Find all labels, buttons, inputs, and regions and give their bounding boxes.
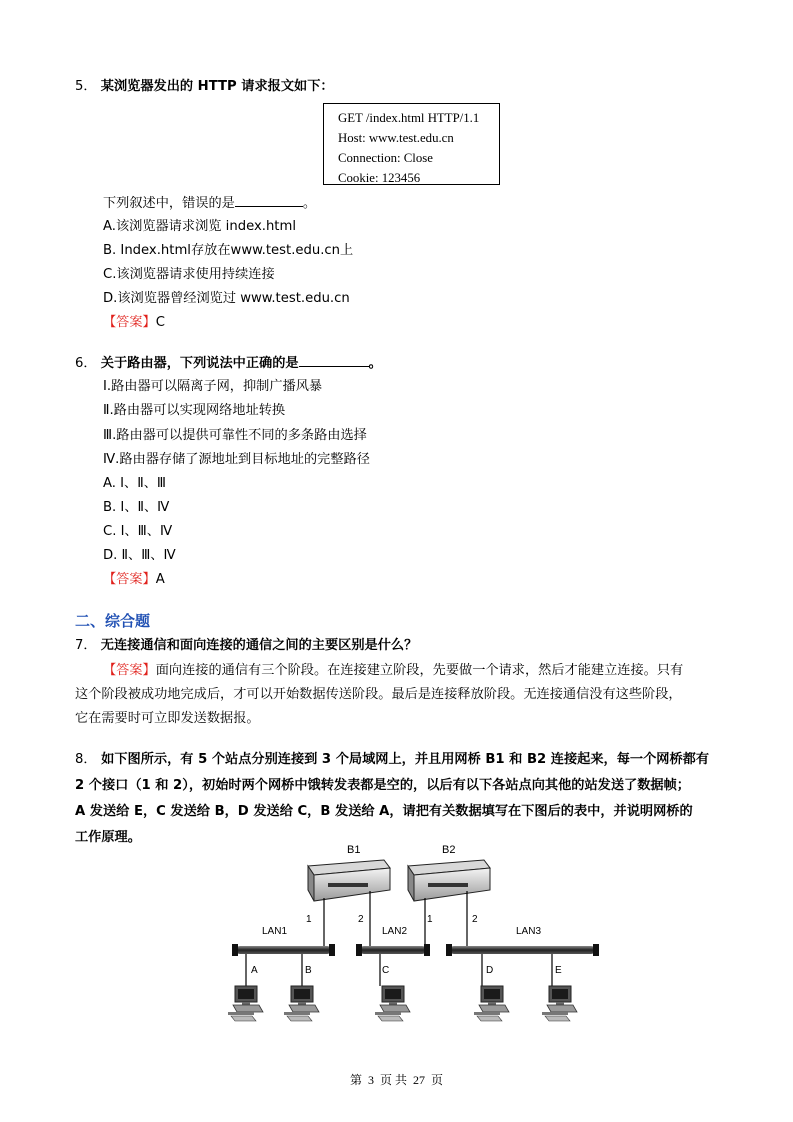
computer-icon bbox=[228, 986, 263, 1021]
station-label-d: D bbox=[486, 965, 494, 976]
q7-answer-text: 面向连接的通信有三个阶段。在连接建立阶段，先要做一个请求，然后才能建立连接。只有 bbox=[155, 663, 684, 678]
q6-statement-1: Ⅰ.路由器可以隔离子网，抑制广播风暴 bbox=[103, 379, 323, 394]
bridge-b2-icon bbox=[408, 860, 490, 901]
computer-icon bbox=[474, 986, 509, 1021]
q6-stem-end: 。 bbox=[368, 356, 382, 371]
q7-answer-line bbox=[103, 662, 683, 680]
computer-icon bbox=[284, 986, 319, 1021]
lan-label-1: LAN1 bbox=[262, 926, 288, 937]
q6-answer bbox=[103, 571, 165, 589]
q5-number: 5． bbox=[75, 79, 97, 94]
lan2-bus bbox=[356, 944, 430, 956]
q5-heading bbox=[75, 78, 334, 96]
bridge-b1-icon bbox=[308, 860, 390, 901]
q8-stem-line bbox=[75, 751, 709, 769]
q5-option-b: B. Index.html存放在www.test.edu.cn上 bbox=[103, 243, 354, 258]
q6-option-b: B. Ⅰ、Ⅱ、Ⅳ bbox=[103, 500, 170, 515]
q5-option-c: C.该浏览器请求使用持续连接 bbox=[103, 267, 275, 282]
q6-heading bbox=[75, 354, 382, 373]
computer-icon bbox=[375, 986, 410, 1021]
footer-prefix: 第 bbox=[349, 1073, 362, 1087]
q5-prompt-text: 下列叙述中，错误的是 bbox=[103, 196, 235, 211]
q6-number: 6． bbox=[75, 356, 97, 371]
q7-heading bbox=[75, 637, 417, 655]
answer-value: C bbox=[155, 315, 165, 330]
answer-label: 【答案】 bbox=[103, 663, 156, 678]
answer-label: 【答案】 bbox=[103, 315, 156, 330]
footer-mid: 页 共 bbox=[379, 1073, 407, 1087]
http-line: Connection: Close bbox=[338, 151, 433, 165]
q7-stem: 无连接通信和面向连接的通信之间的主要区别是什么？ bbox=[100, 638, 418, 653]
footer-total-pages: 27 bbox=[413, 1073, 425, 1087]
q6-option-d: D. Ⅱ、Ⅲ、Ⅳ bbox=[103, 548, 176, 563]
page-footer bbox=[0, 1071, 793, 1088]
computer-icon bbox=[542, 986, 577, 1021]
port-label: 2 bbox=[472, 914, 478, 925]
q8-stem-line: 2 个接口（1 和 2），初始时两个网桥中饿转发表都是空的，以后有以下各站点向其他的站发送了数据帧； bbox=[75, 778, 690, 793]
section-heading: 二、综合题 bbox=[75, 612, 151, 630]
lan-label-2: LAN2 bbox=[382, 926, 408, 937]
q7-answer-line: 它在需要时可立即发送数据报。 bbox=[75, 711, 260, 726]
lan-label-3: LAN3 bbox=[516, 926, 542, 937]
q8-text: 如下图所示，有 5 个站点分别连接到 3 个局域网上，并且用网桥 B1 和 B2 连接起来，每一个网桥都有 bbox=[101, 752, 710, 767]
q7-answer-line: 这个阶段被成功地完成后，才可以开始数据传送阶段。最后是连接释放阶段。无连接通信没有这些阶段， bbox=[75, 687, 682, 702]
q6-statement-2: Ⅱ.路由器可以实现网络地址转换 bbox=[103, 403, 286, 418]
bridge-label-b1: B1 bbox=[347, 844, 361, 856]
http-line: GET /index.html HTTP/1.1 bbox=[338, 111, 480, 125]
port-label: 2 bbox=[358, 914, 364, 925]
http-line: Cookie: 123456 bbox=[338, 171, 421, 185]
q5-stem: 某浏览器发出的 HTTP 请求报文如下： bbox=[100, 79, 334, 94]
station-label-a: A bbox=[251, 965, 258, 976]
footer-page-number: 3 bbox=[367, 1073, 374, 1087]
answer-value: A bbox=[155, 572, 165, 587]
q8-stem-line: A 发送给 E，C 发送给 B，D 发送给 C，B 发送给 A，请把有关数据填写在下图后的表中，并说明网桥的 bbox=[75, 804, 693, 819]
q6-stem: 关于路由器，下列说法中正确的是 bbox=[100, 356, 299, 371]
q6-statement-3: Ⅲ.路由器可以提供可靠性不同的多条路由选择 bbox=[103, 428, 367, 443]
lan1-bus bbox=[232, 944, 335, 956]
answer-label: 【答案】 bbox=[103, 572, 156, 587]
station-label-c: C bbox=[382, 965, 390, 976]
http-request-box bbox=[323, 103, 500, 185]
station-label-b: B bbox=[305, 965, 312, 976]
q8-stem-line: 工作原理。 bbox=[75, 830, 141, 845]
q5-prompt-end: 。 bbox=[302, 196, 317, 211]
http-line: Host: www.test.edu.cn bbox=[338, 131, 454, 145]
bridge-label-b2: B2 bbox=[442, 844, 456, 856]
network-diagram bbox=[210, 838, 610, 1033]
port-label: 1 bbox=[306, 914, 312, 925]
q5-option-d: D.该浏览器曾经浏览过 www.test.edu.cn bbox=[103, 291, 350, 306]
q5-option-a: A.该浏览器请求浏览 index.html bbox=[103, 219, 296, 234]
q6-option-a: A. Ⅰ、Ⅱ、Ⅲ bbox=[103, 476, 167, 491]
station-label-e: E bbox=[555, 965, 562, 976]
q5-prompt bbox=[103, 194, 316, 213]
port-label: 1 bbox=[427, 914, 433, 925]
q7-number: 7． bbox=[75, 638, 97, 653]
lan3-bus bbox=[446, 944, 599, 956]
q8-number: 8． bbox=[75, 752, 97, 767]
footer-suffix: 页 bbox=[431, 1073, 444, 1087]
q6-statement-4: Ⅳ.路由器存储了源地址到目标地址的完整路径 bbox=[103, 452, 370, 467]
q6-option-c: C. Ⅰ、Ⅲ、Ⅳ bbox=[103, 524, 173, 539]
q5-answer bbox=[103, 314, 165, 332]
answer-blank bbox=[235, 194, 303, 207]
answer-blank bbox=[299, 354, 369, 367]
